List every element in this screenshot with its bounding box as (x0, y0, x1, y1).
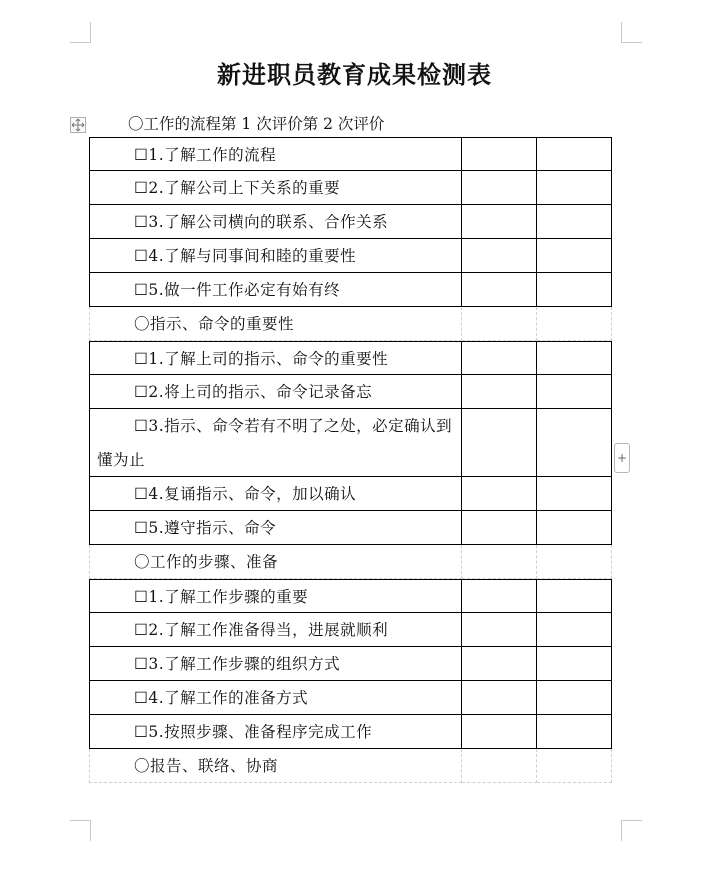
second-evaluation-cell[interactable] (537, 205, 612, 239)
checklist-item-cell[interactable] (89, 409, 462, 477)
section-heading: 〇指示、命令的重要性 (134, 315, 295, 333)
checklist-item-label: ☐5.遵守指示、命令 (134, 519, 277, 537)
first-evaluation-cell[interactable] (462, 307, 537, 341)
checklist-item-cell[interactable] (89, 205, 462, 239)
checklist-item-label: ☐2.了解工作准备得当，进展就顺利 (134, 621, 389, 639)
second-evaluation-cell[interactable] (537, 647, 612, 681)
first-evaluation-cell[interactable] (462, 137, 537, 171)
first-evaluation-cell[interactable] (462, 511, 537, 545)
second-evaluation-cell[interactable] (537, 681, 612, 715)
checklist-item-label: ☐2.将上司的指示、命令记录备忘 (134, 383, 373, 401)
checklist-item-label: ☐4.了解与同事间和睦的重要性 (134, 247, 357, 265)
table-row (89, 715, 612, 749)
checklist-item-cell[interactable] (89, 375, 462, 409)
table-row (89, 477, 612, 511)
checklist-item-cell[interactable] (89, 681, 462, 715)
move-arrows-icon (71, 118, 85, 132)
first-evaluation-cell[interactable] (462, 579, 537, 613)
second-evaluation-cell[interactable] (537, 307, 612, 341)
checklist-item-cell[interactable] (89, 239, 462, 273)
page-corner-mark-bottom-left (70, 820, 91, 841)
table-row (89, 171, 612, 205)
checklist-item-label: ☐4.了解工作的准备方式 (134, 689, 309, 707)
second-evaluation-cell[interactable] (537, 613, 612, 647)
first-evaluation-cell[interactable] (462, 545, 537, 579)
first-evaluation-cell[interactable] (462, 749, 537, 783)
checklist-item-label: ☐3.指示、命令若有不明了之处，必定确认到懂为止 (97, 417, 453, 469)
add-column-button[interactable] (614, 443, 630, 473)
table-row (89, 375, 612, 409)
section-heading-row (89, 307, 612, 341)
first-evaluation-cell[interactable] (462, 171, 537, 205)
table-row (89, 137, 612, 171)
second-evaluation-cell[interactable] (537, 715, 612, 749)
checklist-item-label: ☐5.按照步骤、准备程序完成工作 (134, 723, 373, 741)
checklist-item-label: ☐5.做一件工作必定有始有终 (134, 281, 341, 299)
section-heading-cell (89, 545, 462, 579)
table-row (89, 273, 612, 307)
second-evaluation-cell[interactable] (537, 137, 612, 171)
table-header-line: 〇工作的流程第 1 次评价第 2 次评价 (128, 115, 385, 133)
first-evaluation-cell[interactable] (462, 613, 537, 647)
checklist-item-label: ☐4.复诵指示、命令，加以确认 (134, 485, 357, 503)
first-evaluation-cell[interactable] (462, 681, 537, 715)
second-evaluation-cell[interactable] (537, 239, 612, 273)
section-heading: 〇工作的步骤、准备 (134, 553, 279, 571)
checklist-item-label: ☐1.了解工作的流程 (134, 146, 277, 164)
checklist-item-cell[interactable] (89, 715, 462, 749)
table-row (89, 613, 612, 647)
checklist-item-label: ☐2.了解公司上下关系的重要 (134, 179, 341, 197)
checklist-item-cell[interactable] (89, 613, 462, 647)
first-evaluation-cell[interactable] (462, 375, 537, 409)
first-evaluation-cell[interactable] (462, 477, 537, 511)
checklist-item-cell[interactable] (89, 137, 462, 171)
first-evaluation-cell[interactable] (462, 273, 537, 307)
checklist-item-label: ☐3.了解工作步骤的组织方式 (134, 655, 341, 673)
section-heading-row (89, 545, 612, 579)
plus-icon: + (616, 451, 628, 465)
second-evaluation-cell[interactable] (537, 375, 612, 409)
first-evaluation-cell[interactable] (462, 341, 537, 375)
page-corner-mark-top-right (621, 22, 642, 43)
checklist-item-cell[interactable] (89, 579, 462, 613)
first-evaluation-cell[interactable] (462, 715, 537, 749)
section-heading-row (89, 749, 612, 783)
checklist-item-cell[interactable] (89, 477, 462, 511)
table-row (89, 647, 612, 681)
first-evaluation-cell[interactable] (462, 239, 537, 273)
first-evaluation-cell[interactable] (462, 205, 537, 239)
section-heading: 〇报告、联络、协商 (134, 757, 279, 775)
checklist-item-cell[interactable] (89, 171, 462, 205)
checklist-item-cell[interactable] (89, 647, 462, 681)
page-corner-mark-top-left (70, 22, 91, 43)
second-evaluation-cell[interactable] (537, 511, 612, 545)
second-evaluation-cell[interactable] (537, 273, 612, 307)
checklist-item-cell[interactable] (89, 511, 462, 545)
checklist-item-label: ☐1.了解上司的指示、命令的重要性 (134, 350, 389, 368)
second-evaluation-cell[interactable] (537, 171, 612, 205)
page-corner-mark-bottom-right (621, 820, 642, 841)
second-evaluation-cell[interactable] (537, 341, 612, 375)
table-row (89, 579, 612, 613)
table-row (89, 341, 612, 375)
second-evaluation-cell[interactable] (537, 749, 612, 783)
table-move-handle[interactable] (70, 117, 86, 133)
second-evaluation-cell[interactable] (537, 477, 612, 511)
table-row (89, 205, 612, 239)
table-row (89, 681, 612, 715)
checklist-item-cell[interactable] (89, 273, 462, 307)
document-title: 新进职员教育成果检测表 (217, 61, 492, 89)
second-evaluation-cell[interactable] (537, 579, 612, 613)
table-row (89, 239, 612, 273)
table-row (89, 511, 612, 545)
table-row (89, 409, 612, 477)
first-evaluation-cell[interactable] (462, 409, 537, 477)
section-heading-cell (89, 749, 462, 783)
second-evaluation-cell[interactable] (537, 545, 612, 579)
second-evaluation-cell[interactable] (537, 409, 612, 477)
checklist-item-label: ☐3.了解公司横向的联系、合作关系 (134, 213, 389, 231)
checklist-item-cell[interactable] (89, 341, 462, 375)
first-evaluation-cell[interactable] (462, 647, 537, 681)
checklist-item-label: ☐1.了解工作步骤的重要 (134, 588, 309, 606)
evaluation-table (89, 137, 612, 783)
section-heading-cell (89, 307, 462, 341)
